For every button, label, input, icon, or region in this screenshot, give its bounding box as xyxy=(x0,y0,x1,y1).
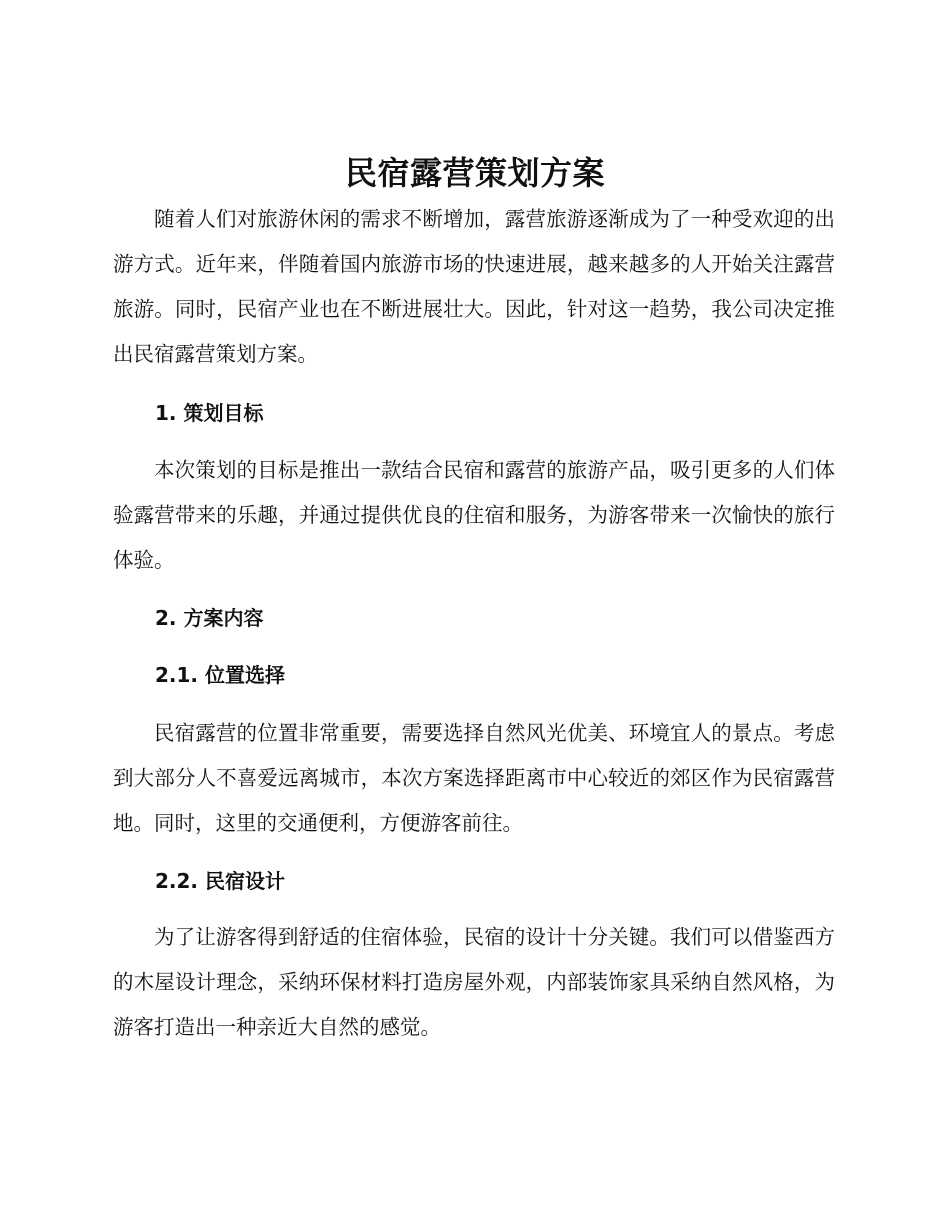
section-paragraph-goal: 本次策划的目标是推出一款结合民宿和露营的旅游产品，吸引更多的人们体验露营带来的乐趣，并通过提供优良的住宿和服务，为游客带来一次愉快的旅行体验。 xyxy=(113,458,835,572)
intro-paragraph: 随着人们对旅游休闲的需求不断增加，露营旅游逐渐成为了一种受欢迎的出游方式。近年来，伴随着国内旅游市场的快速进展，越来越多的人开始关注露营旅游。同时，民宿产业也在不断进展壮大。因此，针对这一趋势，我公司决定推出民宿露营策划方案。 xyxy=(113,207,835,366)
document-title: 民宿露营策划方案 xyxy=(344,154,605,192)
section-paragraph-location: 民宿露营的位置非常重要，需要选择自然风光优美、环境宜人的景点。考虑到大部分人不喜爱远离城市，本次方案选择距离市中心较近的郊区作为民宿露营地。同时，这里的交通便利，方便游客前往。 xyxy=(113,721,835,835)
section-heading-content: 2. 方案内容 xyxy=(155,606,264,630)
section-heading-goal: 1. 策划目标 xyxy=(155,401,264,425)
section-paragraph-design: 为了让游客得到舒适的住宿体验，民宿的设计十分关键。我们可以借鉴西方的木屋设计理念，采纳环保材料打造房屋外观，内部装饰家具采纳自然风格，为游客打造出一种亲近大自然的感觉。 xyxy=(113,925,835,1039)
section-heading-design: 2.2. 民宿设计 xyxy=(155,869,285,893)
section-heading-location: 2.1. 位置选择 xyxy=(155,663,285,687)
